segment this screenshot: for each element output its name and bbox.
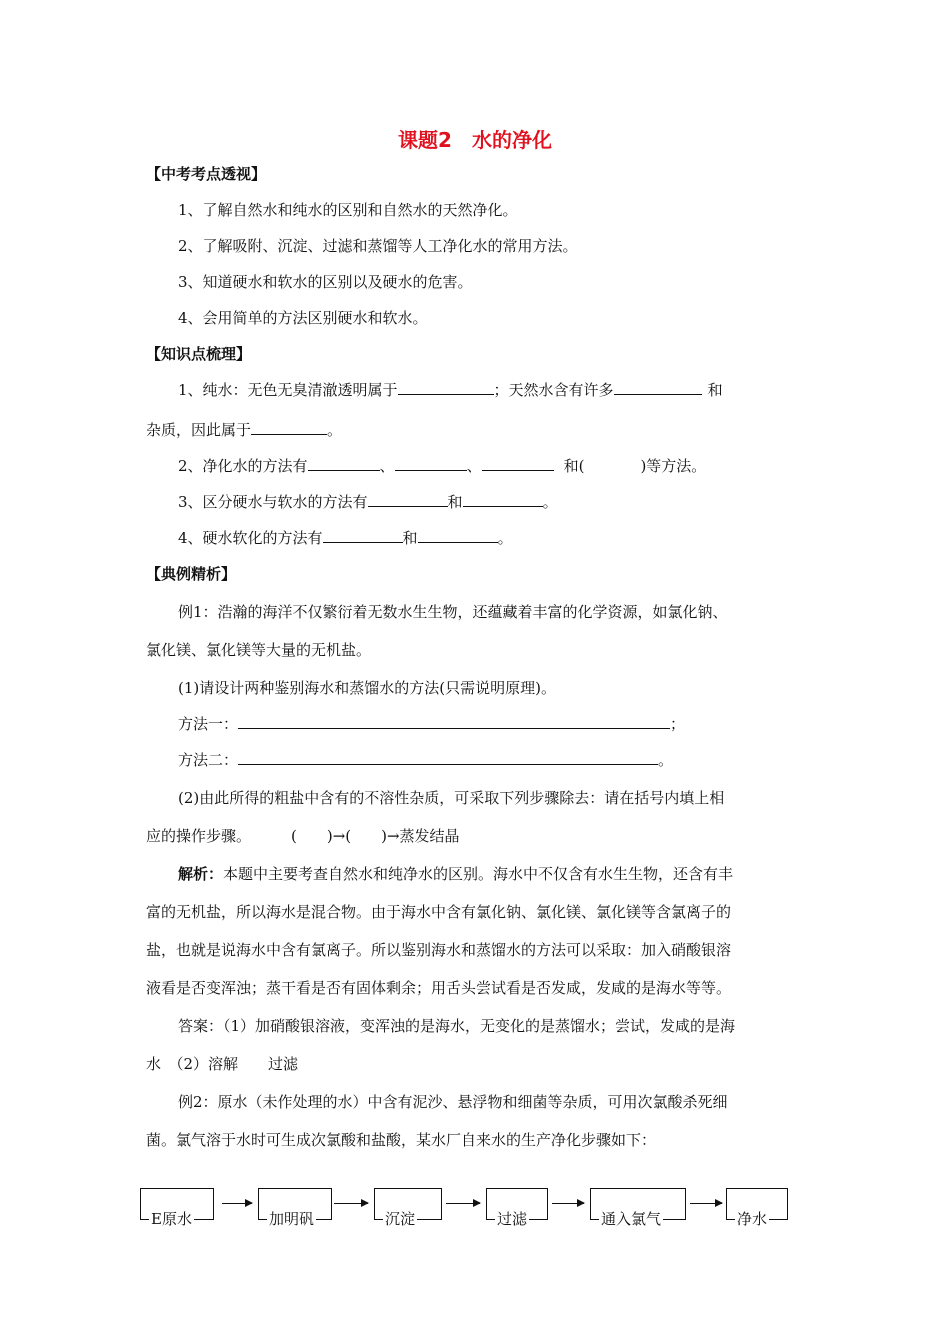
example1-question-1: (1)请设计两种鉴别海水和蒸馏水的方法(只需说明原理)。 xyxy=(178,679,556,697)
fill-blank[interactable] xyxy=(368,492,448,507)
example1-line-2: 氯化镁、氯化镁等大量的无机盐。 xyxy=(146,641,372,659)
flow-arrow xyxy=(552,1203,584,1204)
analysis-line-2: 富的无机盐，所以海水是混合物。由于海水中含有氯化钠、氯化镁、氯化镁等含氯离子的 xyxy=(146,903,732,921)
fill-blank[interactable] xyxy=(418,528,498,543)
flow-step-sediment: 沉淀 xyxy=(374,1188,442,1220)
answer-line-2: 水 （2）溶解 过滤 xyxy=(146,1055,299,1073)
point-1: 1、了解自然水和纯水的区别和自然水的天然净化。 xyxy=(178,201,518,219)
knowledge-item-1-cont: 杂质，因此属于 。 xyxy=(146,421,343,439)
flow-step-clean-water: 净水 xyxy=(726,1188,788,1220)
fill-blank[interactable] xyxy=(251,420,327,435)
flow-step-filter: 过滤 xyxy=(486,1188,548,1220)
flow-step-chlorine: 通入氯气 xyxy=(590,1188,686,1220)
example1-question-2: (2)由此所得的粗盐中含有的不溶性杂质，可采取下列步骤除去：请在括号内填上相 xyxy=(178,789,725,807)
section-heading-examples: 【典例精析】 xyxy=(146,565,237,583)
analysis-line-1: 解析：本题中主要考查自然水和纯净水的区别。海水中不仅含有水生生物，还含有丰 xyxy=(178,865,734,883)
flow-arrow xyxy=(690,1203,722,1204)
flow-step-raw-water: E原水 xyxy=(140,1188,214,1220)
point-3: 3、知道硬水和软水的区别以及硬水的危害。 xyxy=(178,273,473,291)
purification-flow-diagram xyxy=(0,1188,950,1228)
example2-line-1: 例2：原水（未作处理的水）中含有泥沙、悬浮物和细菌等杂质，可用次氯酸杀死细 xyxy=(178,1093,728,1111)
flow-arrow xyxy=(222,1203,252,1204)
flow-arrow xyxy=(446,1203,480,1204)
analysis-line-4: 液看是否变浑浊；蒸干看是否有固体剩余；用舌头尝试看是否发咸，发咸的是海水等等。 xyxy=(146,979,732,997)
analysis-label: 解析： xyxy=(178,865,224,883)
point-2: 2、了解吸附、沉淀、过滤和蒸馏等人工净化水的常用方法。 xyxy=(178,237,578,255)
example1-line-1: 例1：浩瀚的海洋不仅繁衍着无数水生生物，还蕴藏着丰富的化学资源，如氯化钠、 xyxy=(178,603,728,621)
fill-blank[interactable] xyxy=(395,456,467,471)
fill-blank[interactable] xyxy=(463,492,543,507)
analysis-line-3: 盐，也就是说海水中含有氯离子。所以鉴别海水和蒸馏水的方法可以采取：加入硝酸银溶 xyxy=(146,941,732,959)
page-title: 课题2 水的净化 xyxy=(398,128,552,152)
knowledge-item-4: 4、硬水软化的方法有 和 。 xyxy=(178,529,513,547)
section-heading-knowledge: 【知识点梳理】 xyxy=(146,345,252,363)
method-1-line: 方法一： ； xyxy=(178,715,686,733)
flow-step-alum: 加明矾 xyxy=(258,1188,332,1220)
fill-blank[interactable] xyxy=(323,528,403,543)
fill-blank[interactable] xyxy=(398,380,494,395)
fill-blank[interactable] xyxy=(614,380,702,395)
example1-question-2-cont: 应的操作步骤。 ( )→( )→蒸发结晶 xyxy=(146,827,460,845)
method-2-line: 方法二： 。 xyxy=(178,751,674,769)
knowledge-item-1: 1、纯水：无色无臭清澈透明属于 ；天然水含有许多 和 xyxy=(178,381,723,399)
point-4: 4、会用简单的方法区别硬水和软水。 xyxy=(178,309,428,327)
knowledge-item-3: 3、区分硬水与软水的方法有 和 。 xyxy=(178,493,558,511)
fill-blank[interactable] xyxy=(308,456,380,471)
flow-arrow xyxy=(334,1203,368,1204)
knowledge-item-2: 2、净化水的方法有 、 、 和( )等方法。 xyxy=(178,457,707,475)
section-heading-exam-focus: 【中考考点透视】 xyxy=(146,165,267,183)
answer-blank[interactable] xyxy=(238,750,658,765)
example2-line-2: 菌。氯气溶于水时可生成次氯酸和盐酸，某水厂自来水的生产净化步骤如下： xyxy=(146,1131,657,1149)
answer-blank[interactable] xyxy=(238,714,670,729)
answer-line-1: 答案：（1）加硝酸银溶液，变浑浊的是海水，无变化的是蒸馏水；尝试，发咸的是海 xyxy=(178,1017,736,1035)
fill-blank[interactable] xyxy=(482,456,554,471)
